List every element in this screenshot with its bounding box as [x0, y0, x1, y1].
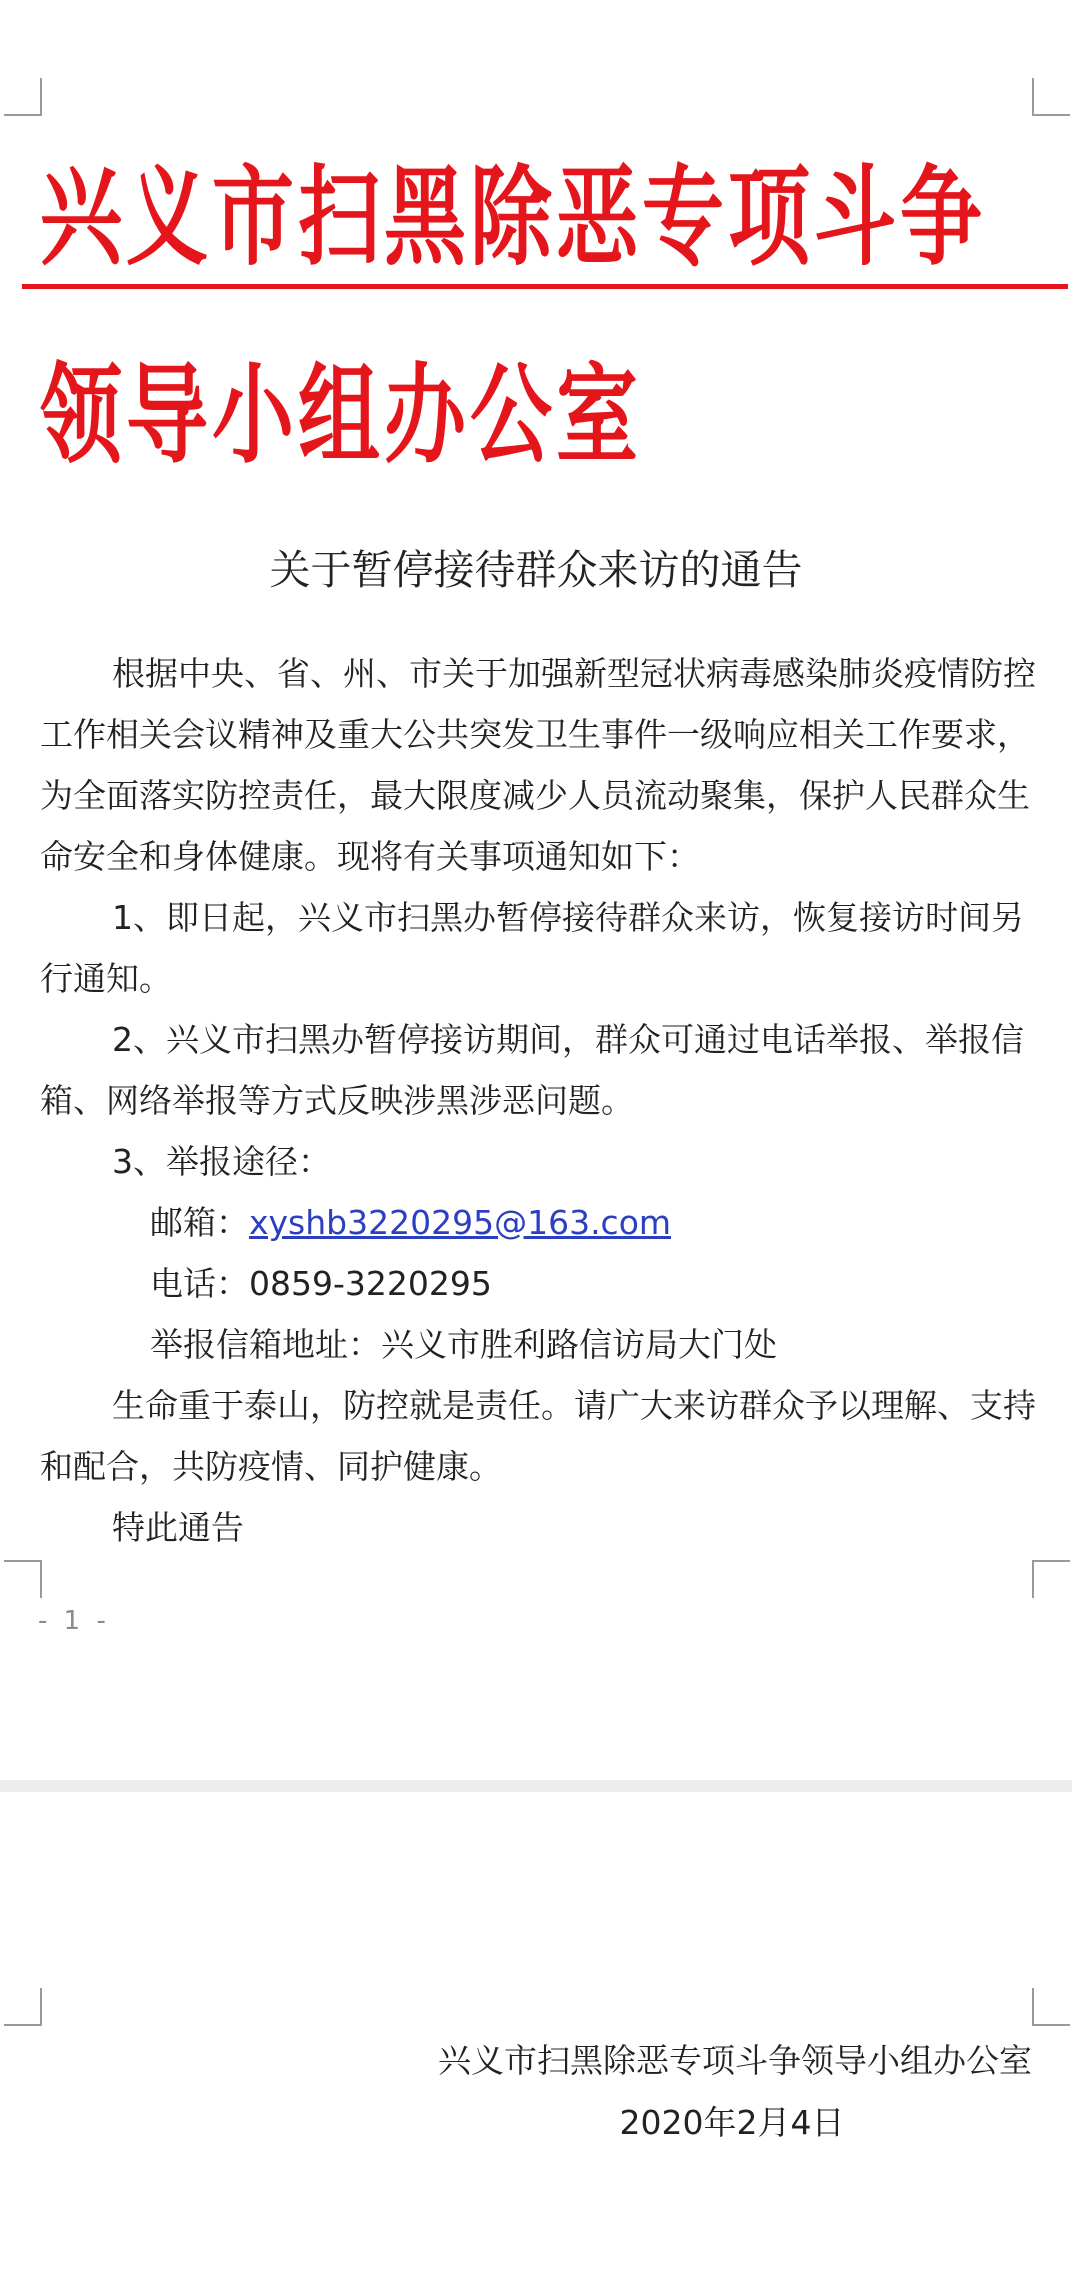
crop-mark-top-right-page2: [1032, 1988, 1070, 2026]
email-line: [40, 1192, 1036, 1253]
signature-date: 2020年2月4日: [619, 2103, 845, 2142]
red-header-divider: [22, 284, 1068, 289]
crop-mark-top-right: [1032, 78, 1070, 116]
notice-body: [40, 643, 1036, 1558]
mailbox-label: 举报信箱地址：: [150, 1325, 381, 1364]
crop-mark-top-left: [4, 78, 42, 116]
page-separator: [0, 1780, 1072, 1792]
special-notice: 特此通告: [112, 1508, 244, 1547]
closing-paragraph: 生命重于泰山，防控就是责任。请广大来访群众予以理解、支持和配合，共防疫情、同护健康。: [40, 1386, 1036, 1486]
page-number: - 1 -: [38, 1606, 110, 1636]
signature-block: [332, 2030, 1032, 2154]
phone-label: 电话：: [150, 1264, 249, 1303]
item-3-heading: 3、举报途径：: [112, 1142, 331, 1181]
phone-number: 0859-3220295: [249, 1264, 492, 1303]
mailbox-line: [40, 1314, 1036, 1375]
crop-mark-bottom-right: [1032, 1560, 1070, 1598]
crop-mark-top-left-page2: [4, 1988, 42, 2026]
item-1-paragraph: 1、即日起，兴义市扫黑办暂停接待群众来访，恢复接访时间另行通知。: [40, 898, 1024, 998]
notice-title: 关于暂停接待群众来访的通告: [269, 546, 803, 594]
red-header-title: 兴义市扫黑除恶专项斗争领导小组办公室: [40, 155, 987, 480]
mailbox-address: 兴义市胜利路信访局大门处: [381, 1325, 777, 1364]
email-label: 邮箱：: [150, 1203, 249, 1242]
phone-line: [40, 1253, 1036, 1314]
intro-paragraph: 根据中央、省、州、市关于加强新型冠状病毒感染肺炎疫情防控工作相关会议精神及重大公共突发卫生事件一级响应相关工作要求，为全面落实防控责任，最大限度减少人员流动聚集，保护人民群众生命安全和身体健康。现将有关事项通知如下：: [40, 654, 1036, 876]
email-link[interactable]: xyshb3220295@163.com: [249, 1203, 672, 1242]
item-2-paragraph: 2、兴义市扫黑办暂停接访期间，群众可通过电话举报、举报信箱、网络举报等方式反映涉黑涉恶问题。: [40, 1020, 1024, 1120]
signature-org: 兴义市扫黑除恶专项斗争领导小组办公室: [438, 2041, 1032, 2080]
crop-mark-bottom-left: [4, 1560, 42, 1598]
